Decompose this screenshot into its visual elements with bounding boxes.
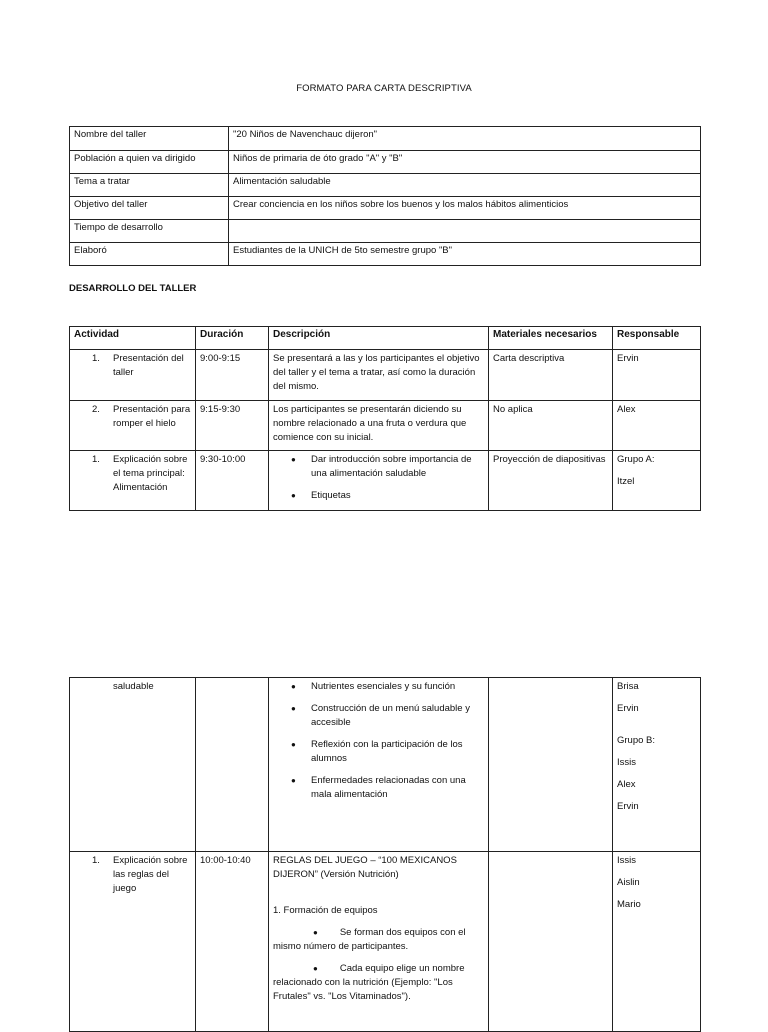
header-duration: Duración [196, 327, 269, 350]
game-step: 1. Formación de equipos [273, 905, 378, 916]
table-row [70, 127, 701, 151]
info-value: "20 Niños de Navenchauc dijeron" [229, 127, 701, 151]
description-cell [269, 451, 489, 511]
header-activity: Actividad [70, 327, 196, 350]
activity-cell [74, 403, 191, 431]
duration-cell: 9:30-10:00 [196, 451, 269, 511]
activity-cell [74, 854, 191, 896]
info-label: Objetivo del taller [70, 197, 229, 220]
list-item: ● Dar introducción sobre importancia de una alimentación saludable [273, 453, 484, 481]
list-item: ● Reflexión con la participación de los alumnos [273, 738, 484, 766]
list-item: ● Se forman dos equipos con el mismo número de participantes. [273, 927, 466, 952]
table-row [70, 401, 701, 451]
materials-cell [489, 852, 613, 1032]
materials-cell: Carta descriptiva [489, 350, 613, 401]
activity-cell [74, 352, 191, 380]
info-label: Elaboró [70, 243, 229, 266]
table-row [70, 678, 701, 852]
materials-cell: Proyección de diapositivas [489, 451, 613, 511]
table-row [70, 174, 701, 197]
bullet-list [273, 680, 484, 802]
info-label: Tiempo de desarrollo [70, 220, 229, 243]
header-responsible: Responsable [613, 327, 701, 350]
description-cell: Los participantes se presentarán diciendo su nombre relacionado a una fruta o verdura que comience con su inicial. [269, 401, 489, 451]
table-row [70, 852, 701, 1032]
bullet-list [273, 926, 484, 1004]
materials-cell: No aplica [489, 401, 613, 451]
table-header-row [70, 327, 701, 350]
info-value: Alimentación saludable [229, 174, 701, 197]
info-label: Población a quien va dirigido [70, 151, 229, 174]
info-table [69, 126, 701, 266]
table-row [70, 220, 701, 243]
list-item: ● Construcción de un menú saludable y accesible [273, 702, 484, 730]
description-cell: Se presentará a las y los participantes el objetivo del taller y el tema a tratar, así como la duración del mismo. [269, 350, 489, 401]
activity-text: Explicación sobre el tema principal: Alimentación [113, 454, 188, 493]
table-row [70, 151, 701, 174]
list-item: ● Etiquetas [273, 489, 484, 503]
activity-text: Presentación para romper el hielo [113, 404, 191, 429]
activity-table-continued [69, 677, 701, 1032]
activity-table [69, 326, 701, 511]
table-row [70, 197, 701, 220]
bullet-list [273, 453, 484, 503]
activity-text: Presentación del taller [113, 353, 184, 378]
activity-text: saludable [113, 681, 154, 692]
description-cell [269, 852, 489, 1032]
responsible-cell: Ervin [613, 350, 701, 401]
activity-text: Explicación sobre las reglas del juego [113, 855, 188, 894]
responsible-cell: Brisa Ervin Grupo B: Issis Alex Ervin [613, 678, 701, 852]
activity-number: 2. [92, 404, 100, 415]
activity-number: 1. [92, 454, 100, 465]
table-row [70, 243, 701, 266]
info-value: Estudiantes de la UNICH de 5to semestre grupo "B" [229, 243, 701, 266]
duration-cell: 9:15-9:30 [196, 401, 269, 451]
list-item: ● Nutrientes esenciales y su función [273, 680, 484, 694]
info-value: Crear conciencia en los niños sobre los buenos y los malos hábitos alimenticios [229, 197, 701, 220]
responsible-cell: Alex [613, 401, 701, 451]
list-item: ● Enfermedades relacionadas con una mala alimentación [273, 774, 484, 802]
duration-cell: 10:00-10:40 [196, 852, 269, 1032]
document-title: FORMATO PARA CARTA DESCRIPTIVA [296, 83, 472, 94]
header-materials: Materiales necesarios [489, 327, 613, 350]
info-label: Nombre del taller [70, 127, 229, 151]
table-row [70, 451, 701, 511]
info-value [229, 220, 701, 243]
section-title: DESARROLLO DEL TALLER [69, 283, 197, 294]
description-cell [269, 678, 489, 852]
info-label: Tema a tratar [70, 174, 229, 197]
table-row [70, 350, 701, 401]
activity-number: 1. [92, 855, 100, 866]
activity-cell [74, 453, 191, 495]
duration-cell: 9:00-9:15 [196, 350, 269, 401]
duration-cell [196, 678, 269, 852]
responsible-cell: Issis Aislin Mario [613, 852, 701, 1032]
game-rules-heading: REGLAS DEL JUEGO – “100 MEXICANOS DIJERON” (Versión Nutrición) [273, 855, 457, 880]
info-value: Niños de primaria de óto grado "A" y "B" [229, 151, 701, 174]
responsible-cell: Grupo A: Itzel [613, 451, 701, 511]
materials-cell [489, 678, 613, 852]
list-item: ● Cada equipo elige un nombre relacionado con la nutrición (Ejemplo: "Los Frutales" vs. "Los Vitaminados"). [273, 963, 465, 1002]
activity-number: 1. [92, 353, 100, 364]
header-description: Descripción [269, 327, 489, 350]
